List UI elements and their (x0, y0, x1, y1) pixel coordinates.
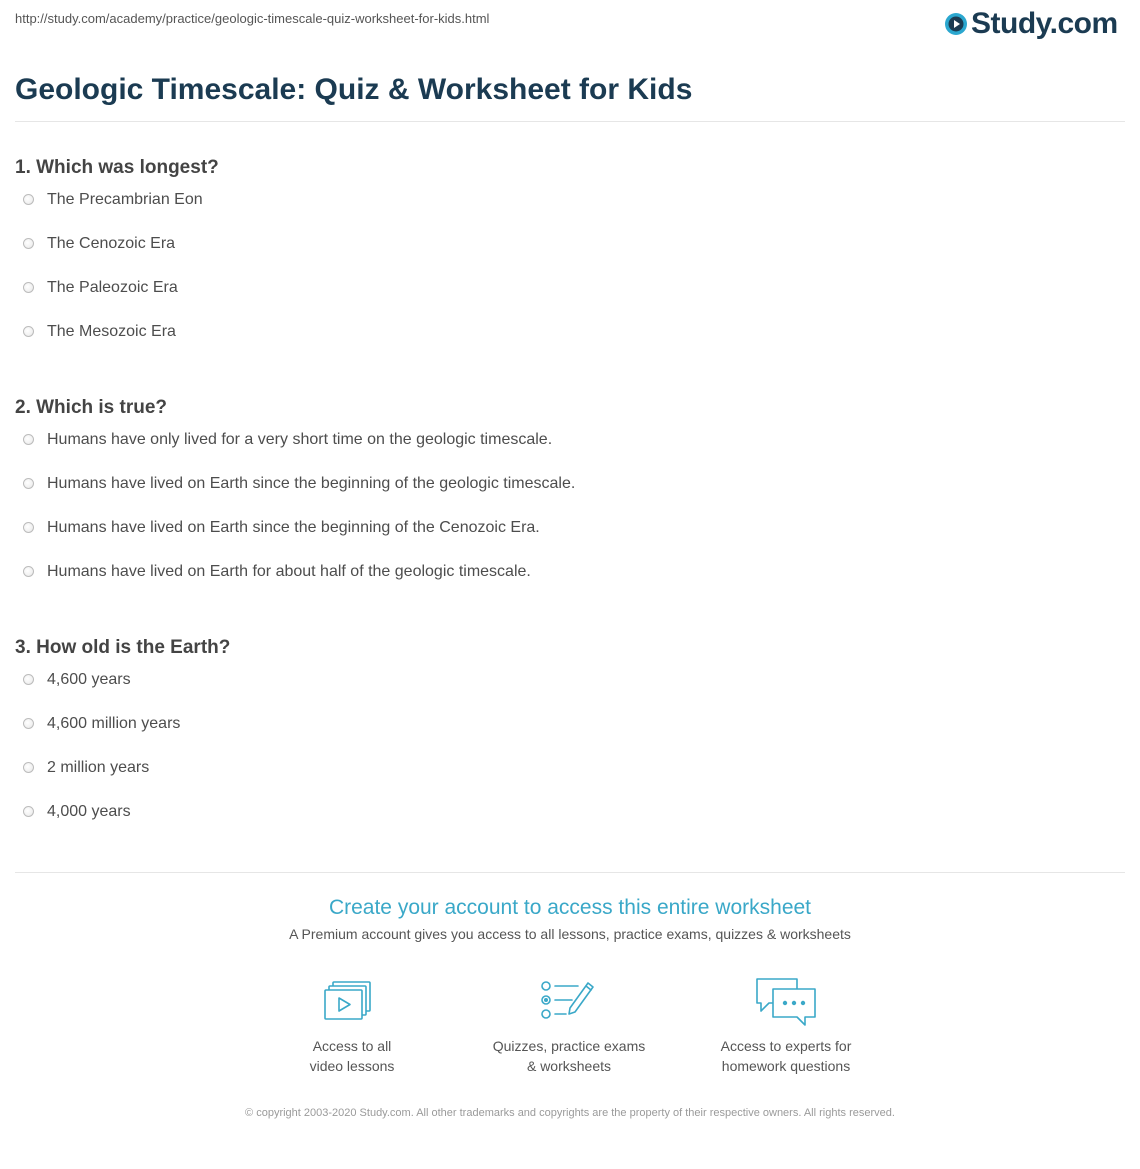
radio-button[interactable] (23, 478, 34, 489)
question-2 (15, 395, 1125, 605)
feature-quizzes (469, 975, 669, 1076)
answer-label: The Paleozoic Era (47, 279, 178, 296)
answer-option[interactable] (15, 801, 1125, 845)
radio-button[interactable] (23, 674, 34, 685)
top-bar (0, 0, 1140, 48)
answer-option[interactable] (15, 189, 1125, 233)
answer-label: Humans have lived on Earth since the beginning of the Cenozoic Era. (47, 519, 540, 536)
radio-button[interactable] (23, 566, 34, 577)
answer-label: 2 million years (47, 759, 150, 776)
feature-label: Access to all video lessons (309, 1038, 395, 1074)
answer-option[interactable] (15, 757, 1125, 801)
quiz-checklist-icon (536, 975, 602, 1031)
play-circle-icon (944, 12, 968, 36)
cta-divider (15, 872, 1125, 873)
question-title: 2. Which is true? (15, 397, 168, 418)
copyright-notice: © copyright 2003-2020 Study.com. All other trademarks and copyrights are the property of their respective owners. All rights reserved. (245, 1107, 895, 1119)
radio-button[interactable] (23, 718, 34, 729)
radio-button[interactable] (23, 194, 34, 205)
answer-label: 4,600 years (47, 671, 131, 688)
radio-button[interactable] (23, 282, 34, 293)
question-title: 1. Which was longest? (15, 157, 219, 178)
answer-label: 4,600 million years (47, 715, 181, 732)
signup-cta (0, 893, 1140, 945)
answer-option[interactable] (15, 321, 1125, 365)
chat-bubbles-icon (753, 975, 819, 1031)
radio-button[interactable] (23, 434, 34, 445)
answer-label: Humans have only lived for a very short time on the geologic timescale. (47, 431, 553, 448)
answer-label: The Precambrian Eon (47, 191, 203, 208)
answer-label: Humans have lived on Earth for about half of the geologic timescale. (47, 563, 531, 580)
answer-option[interactable] (15, 233, 1125, 277)
cta-subtext: A Premium account gives you access to all lessons, practice exams, quizzes & worksheets (289, 926, 851, 942)
question-3 (15, 635, 1125, 845)
cta-heading-link[interactable]: Create your account to access this entire worksheet (328, 896, 812, 919)
answer-label: 4,000 years (47, 803, 131, 820)
question-1 (15, 155, 1125, 365)
radio-button[interactable] (23, 522, 34, 533)
radio-button[interactable] (23, 238, 34, 249)
answer-label: The Mesozoic Era (47, 323, 176, 340)
page-url: http://study.com/academy/practice/geologic-timescale-quiz-worksheet-for-kids.html (15, 11, 490, 26)
answer-option[interactable] (15, 669, 1125, 713)
answer-label: The Cenozoic Era (47, 235, 176, 252)
answer-option[interactable] (15, 429, 1125, 473)
premium-features (0, 975, 1140, 1085)
title-divider (15, 121, 1125, 122)
answer-option[interactable] (15, 517, 1125, 561)
question-title: 3. How old is the Earth? (15, 637, 231, 658)
feature-video-lessons (252, 975, 452, 1076)
feature-label: Access to experts for homework questions (720, 1038, 852, 1074)
video-lessons-icon (319, 975, 385, 1031)
study-logo[interactable] (944, 7, 1118, 41)
radio-button[interactable] (23, 326, 34, 337)
answer-option[interactable] (15, 473, 1125, 517)
radio-button[interactable] (23, 806, 34, 817)
feature-experts (686, 975, 886, 1076)
feature-label: Quizzes, practice exams & worksheets (492, 1038, 646, 1074)
page-title: Geologic Timescale: Quiz & Worksheet for Kids (15, 73, 693, 106)
answer-option[interactable] (15, 277, 1125, 321)
radio-button[interactable] (23, 762, 34, 773)
answer-label: Humans have lived on Earth since the beginning of the geologic timescale. (47, 475, 576, 492)
logo-text: Study.com (971, 7, 1118, 40)
answer-option[interactable] (15, 561, 1125, 605)
answer-option[interactable] (15, 713, 1125, 757)
